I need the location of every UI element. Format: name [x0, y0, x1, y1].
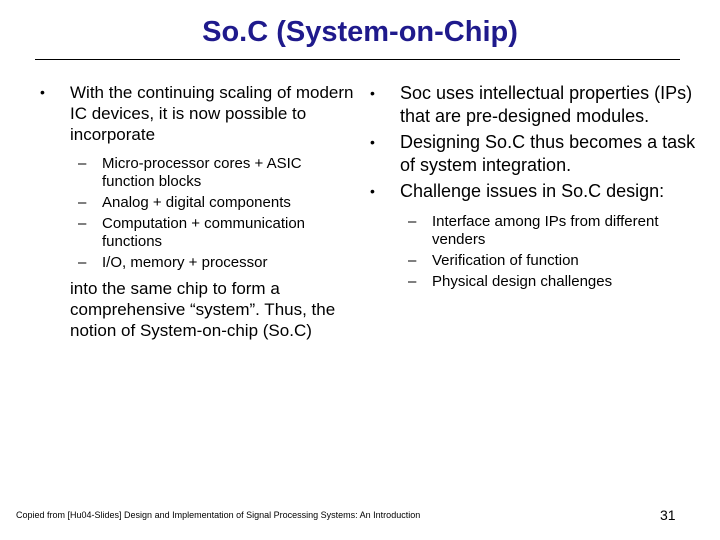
- left-column: [36, 82, 354, 341]
- dash-icon: –: [78, 215, 87, 232]
- right-subitem: [366, 273, 696, 291]
- bullet-icon: •: [370, 183, 375, 199]
- right-subitem-text: Interface among IPs from different venders: [432, 213, 659, 248]
- bullet-icon: •: [370, 85, 375, 101]
- dash-icon: –: [408, 273, 417, 290]
- right-subitem-text: Physical design challenges: [432, 273, 613, 290]
- right-subitem-text: Verification of function: [432, 252, 579, 269]
- bullet-icon: •: [370, 134, 375, 150]
- title-underline: [35, 59, 680, 60]
- left-subitem-text: Computation + communication functions: [102, 215, 306, 250]
- left-subitem: [36, 254, 354, 272]
- dash-icon: –: [78, 155, 87, 172]
- right-sublist: [366, 213, 696, 291]
- right-bullet-text: Soc uses intellectual properties (IPs) that are pre-designed modules.: [400, 83, 693, 126]
- right-subitem: [366, 213, 696, 249]
- left-bullet: [36, 82, 354, 145]
- bullet-icon: •: [40, 84, 45, 100]
- right-bullet: [366, 82, 696, 128]
- right-bullet: [366, 131, 696, 177]
- left-subitem: [36, 215, 354, 251]
- left-subitem-text: Micro-processor cores + ASIC function blocks: [102, 155, 302, 190]
- dash-icon: –: [408, 252, 417, 269]
- footer-source: Copied from [Hu04-Slides] Design and Implementation of Signal Processing Systems: An Introduction: [16, 510, 421, 520]
- left-subitem: [36, 194, 354, 212]
- left-subitem-text: Analog + digital components: [102, 194, 291, 211]
- right-bullet-text: Designing So.C thus becomes a task of system integration.: [400, 132, 696, 175]
- right-bullet-text: Challenge issues in So.C design:: [400, 181, 665, 201]
- left-subitem: [36, 155, 354, 191]
- left-subitem-text: I/O, memory + processor: [102, 254, 268, 271]
- right-bullet: [366, 180, 696, 203]
- dash-icon: –: [78, 254, 87, 271]
- dash-icon: –: [78, 194, 87, 211]
- right-column: [366, 82, 696, 294]
- right-subitem: [366, 252, 696, 270]
- left-sublist: [36, 155, 354, 272]
- page-number: 31: [660, 507, 676, 523]
- dash-icon: –: [408, 213, 417, 230]
- left-continuation-text: into the same chip to form a comprehensive “system”. Thus, the notion of System-on-chip (So.C): [70, 279, 336, 340]
- slide-title: So.C (System-on-Chip): [202, 16, 518, 48]
- left-bullet-text: With the continuing scaling of modern IC devices, it is now possible to incorporate: [70, 83, 354, 144]
